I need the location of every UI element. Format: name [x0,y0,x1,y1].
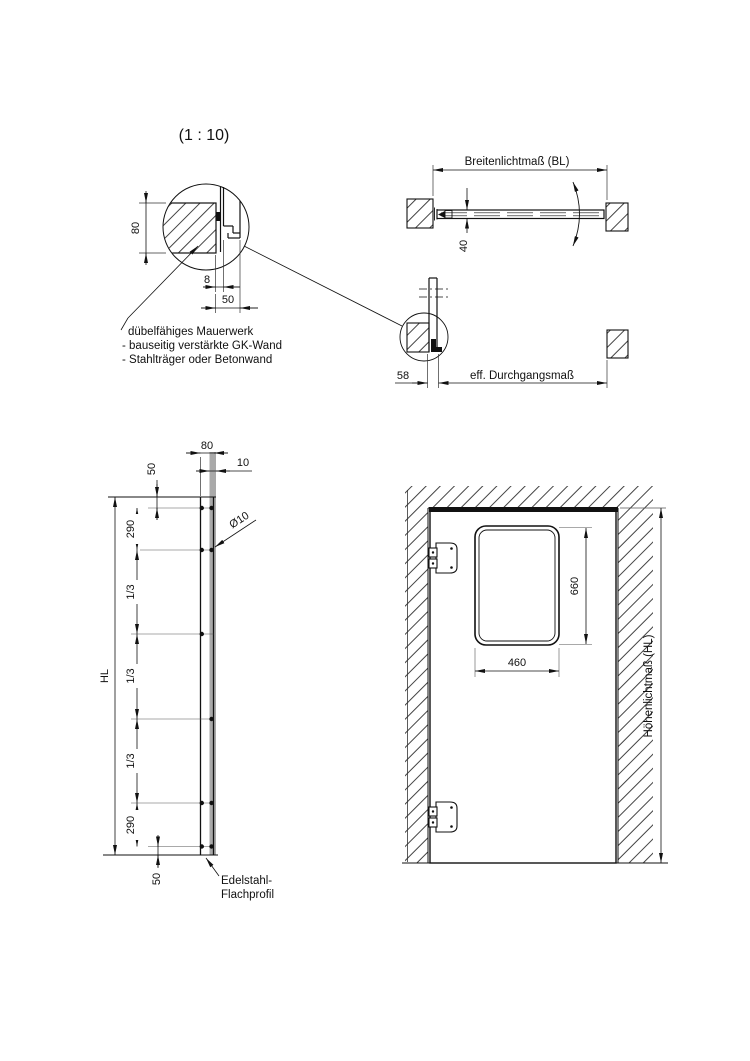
dim-third2-label: 1/3 [125,668,137,684]
open-offset-label: 58 [396,370,410,382]
dim-290-top-label: 290 [125,519,137,539]
door-swing-arc [573,182,580,246]
note-line-3: - Stahlträger oder Betonwand [122,354,273,366]
material-leader [206,858,219,876]
front-door-top-edge [429,507,618,512]
clear-height-label: Höhenlichtmaß (HL) [643,634,655,738]
profile-dim-10-label: 10 [236,457,250,469]
detail-reference-leader [244,246,402,326]
dim-290-bottom-label: 290 [125,815,137,835]
front-door-leaf [430,510,616,863]
anchor-fastener [216,212,221,221]
note-line-1: dübelfähiges Mauerwerk [128,326,254,338]
notes-leader [121,246,198,330]
open-wall-hatch [407,323,429,352]
plan-view [407,156,628,252]
dim-third1-label: 1/3 [125,584,137,600]
wall-type-notes [122,326,282,366]
profile-dim-80-label: 80 [200,440,214,452]
detail-dim-50-label: 50 [221,294,235,306]
profile-view [99,440,274,901]
detail-view [121,127,402,330]
open-door-view [395,278,628,388]
leaf-break-lines [419,289,449,297]
plan-wall-right [606,203,628,231]
passage-label: eff. Durchgangsmaß [470,370,574,382]
plan-dim-bl-label: Breitenlichtmaß (BL) [464,156,570,168]
note-line-2: - bauseitig verstärkte GK-Wand [122,340,282,352]
plan-dim-40-label: 40 [458,239,470,253]
profile-hl-label: HL [99,668,111,684]
material-label-2: Flachprofil [221,889,275,901]
flat-profile-bar [210,452,217,855]
plan-wall-left [407,199,433,228]
plan-dim-bl [433,165,607,200]
window-height-label: 660 [569,576,581,596]
window-width-label: 460 [507,657,527,669]
detail-dim-80-label: 80 [130,221,142,235]
detail-dim-8-label: 8 [203,274,211,286]
plan-door-leaf [437,210,604,219]
profile-dim-80 [186,453,228,496]
profile-dim-top50-label: 50 [146,462,158,476]
profile-dim-bottom50-label: 50 [151,872,163,886]
front-view [402,486,668,863]
material-label-1: Edelstahl- [221,875,273,887]
dim-third3-label: 1/3 [125,753,137,769]
open-wall-right [607,330,628,358]
hole-dia-label: Ø10 [227,509,252,532]
detail-dim-80 [139,191,166,265]
scale-label: (1 : 10) [178,127,230,144]
